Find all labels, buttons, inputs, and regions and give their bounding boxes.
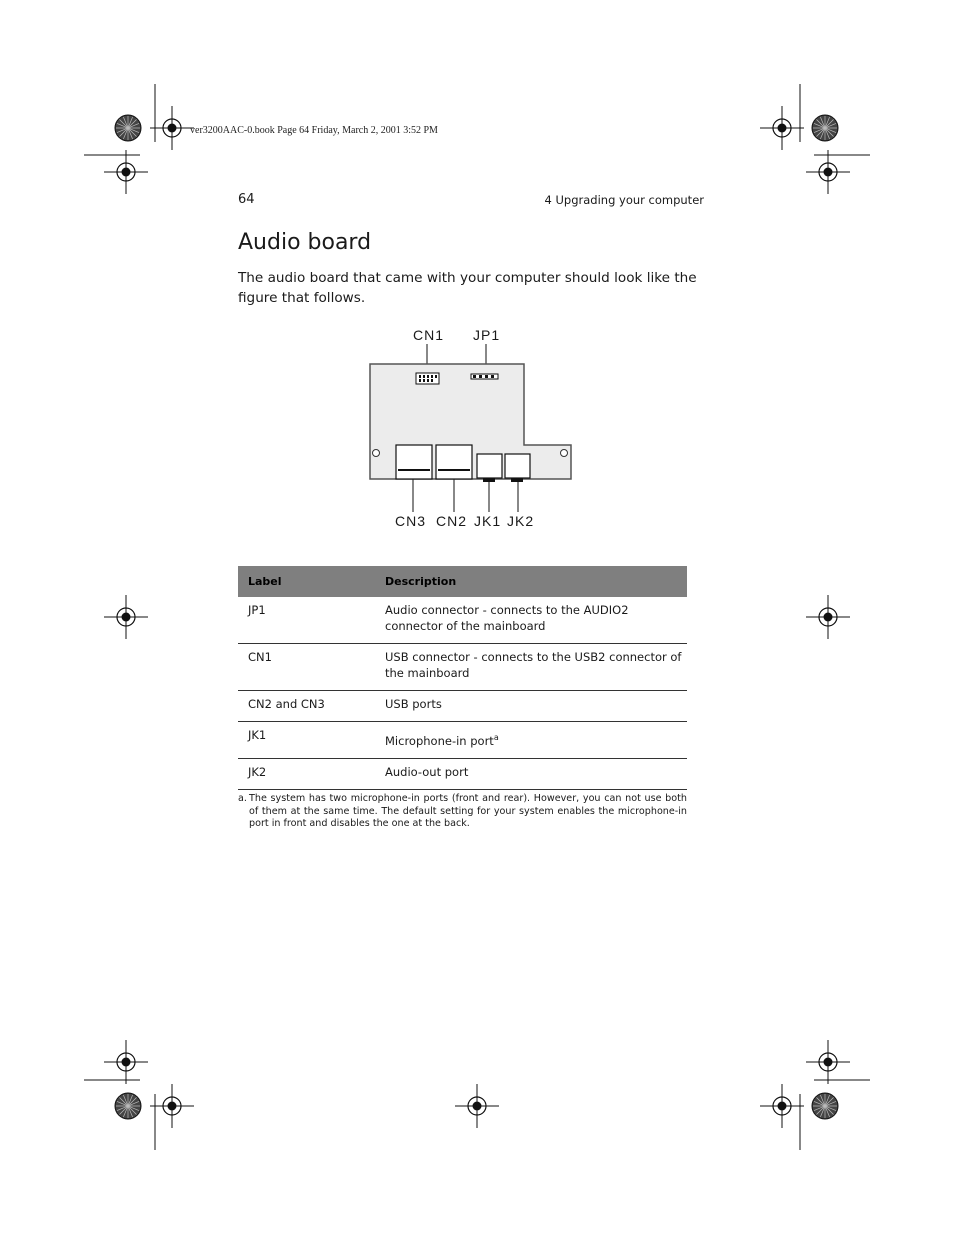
row-description: USB connector - connects to the USB2 connector of the mainboard [375,644,687,691]
label-jp1: JP1 [473,327,501,343]
row-label: CN2 and CN3 [238,691,375,722]
row-label: JK2 [238,758,375,789]
cn1-connector [416,373,439,384]
table-row [238,644,687,691]
table-header-row [238,566,687,597]
audio-board-figure [360,322,580,537]
jk1-jack [477,454,502,482]
section-title: Audio board [238,230,372,255]
label-cn3: CN3 [395,513,427,529]
table-row [238,597,687,644]
row-description: Audio-out port [375,758,687,789]
label-jk2: JK2 [507,513,535,529]
print-info-line: ver3200AAC-0.book Page 64 Friday, March 2, 2001 3:52 PM [190,125,438,136]
row-label: JK1 [238,722,375,759]
row-description: Audio connector - connects to the AUDIO2 connector of the mainboard [375,597,687,644]
row-description: USB ports [375,691,687,722]
page-number: 64 [238,192,255,207]
row-description: Microphone-in port [385,733,494,748]
footnote [238,793,687,831]
footnote-mark: a. [238,793,247,804]
intro-paragraph: The audio board that came with your computer should look like the figure that follows. [238,270,697,306]
footnote-text: The system has two microphone-in ports (front and rear). However, you can not use both of them at the same time. The default setting for your system enables the microphone-in port in front and disables the one at the back. [249,793,687,829]
cn2-usb-port [436,445,472,479]
jk2-jack [505,454,530,482]
header-label: Label [238,566,375,597]
label-cn1: CN1 [413,327,445,343]
table-row [238,758,687,789]
label-cn2: CN2 [436,513,468,529]
footnote-reference: a [493,733,499,742]
chapter-header: 4 Upgrading your computer [544,193,704,207]
header-description: Description [375,566,687,597]
connector-table [238,566,687,790]
jp1-connector [471,374,498,379]
row-description-with-note [375,722,687,759]
table-row [238,691,687,722]
label-jk1: JK1 [474,513,502,529]
cn3-usb-port [396,445,432,479]
row-label: CN1 [238,644,375,691]
row-label: JP1 [238,597,375,644]
table-row [238,722,687,759]
